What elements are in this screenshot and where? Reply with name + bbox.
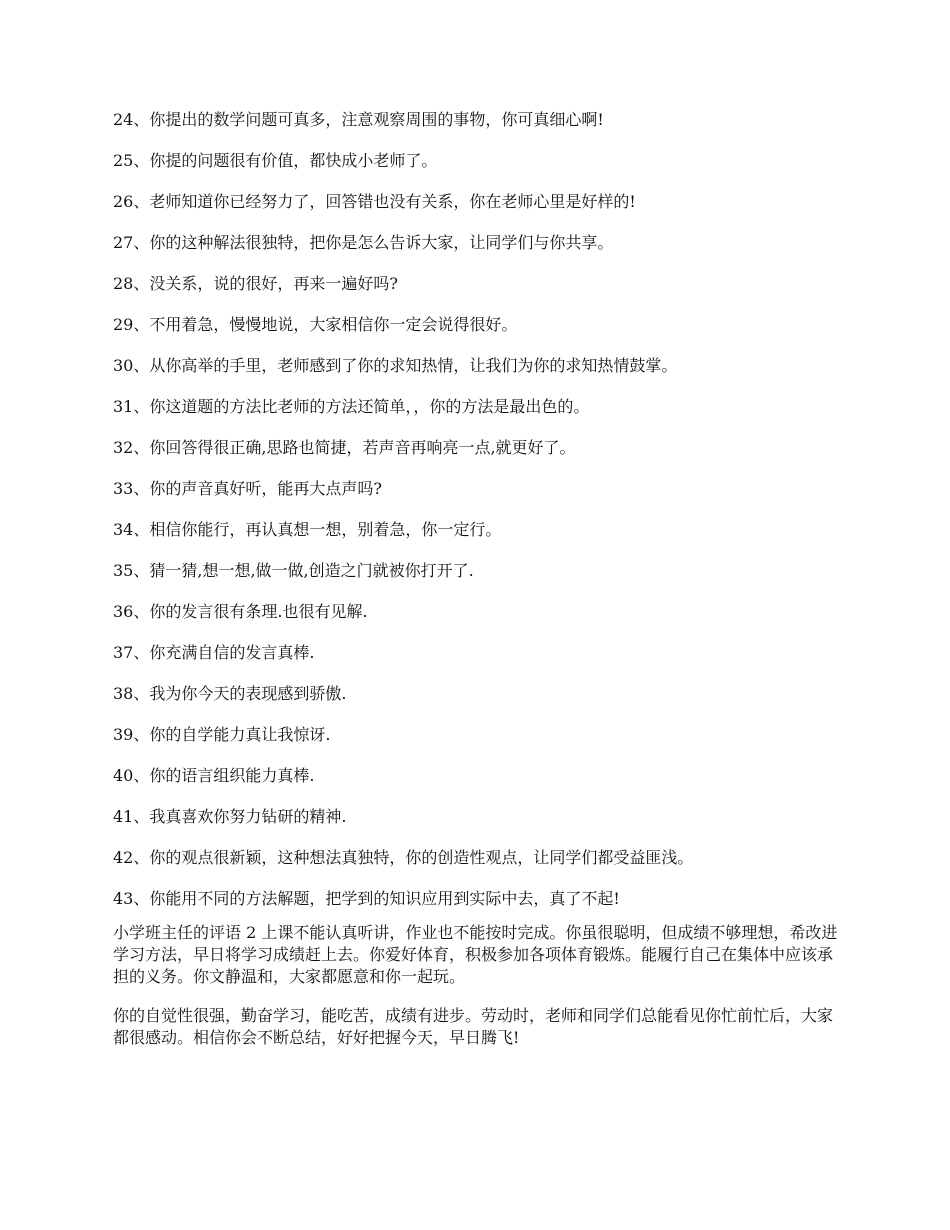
list-item: 37、你充满自信的发言真棒. <box>113 643 315 662</box>
list-item: 33、你的声音真好听，能再大点声吗? <box>113 479 382 498</box>
list-item: 28、没关系，说的很好，再来一遍好吗? <box>113 274 398 293</box>
list-item: 32、你回答得很正确,思路也简捷，若声音再响亮一点,就更好了。 <box>113 438 576 457</box>
list-item: 31、你这道题的方法比老师的方法还简单，，你的方法是最出色的。 <box>113 397 590 416</box>
list-item: 25、你提的问题很有价值，都快成小老师了。 <box>113 151 438 170</box>
list-item: 36、你的发言很有条理.也很有见解. <box>113 602 368 621</box>
list-item: 38、我为你今天的表现感到骄傲. <box>113 684 347 703</box>
comment-paragraph: 你的自觉性很强，勤奋学习，能吃苦，成绩有进步。劳动时，老师和同学们总能看见你忙前忙后，大家都很感动。相信你会不断总结，好好把握今天，早日腾飞! <box>113 1006 834 1047</box>
list-item: 42、你的观点很新颖，这种想法真独特，你的创造性观点，让同学们都受益匪浅。 <box>113 848 694 867</box>
list-item: 35、猜一猜,想一想,做一做,创造之门就被你打开了. <box>113 561 474 580</box>
list-item: 39、你的自学能力真让我惊讶. <box>113 725 331 744</box>
list-item: 43、你能用不同的方法解题，把学到的知识应用到实际中去，真了不起! <box>113 889 620 908</box>
list-item: 26、老师知道你已经努力了，回答错也没有关系，你在老师心里是好样的! <box>113 192 636 211</box>
list-item: 40、你的语言组织能力真棒. <box>113 766 315 785</box>
list-item: 24、你提出的数学问题可真多，注意观察周围的事物，你可真细心啊! <box>113 110 604 129</box>
list-item: 29、不用着急，慢慢地说，大家相信你一定会说得很好。 <box>113 315 518 334</box>
document-page <box>113 108 843 1066</box>
list-item: 27、你的这种解法很独特，把你是怎么告诉大家，让同学们与你共享。 <box>113 233 614 252</box>
list-item: 41、我真喜欢你努力钻研的精神. <box>113 807 347 826</box>
list-item: 30、从你高举的手里，老师感到了你的求知热情，让我们为你的求知热情鼓掌。 <box>113 356 678 375</box>
comment-paragraph: 小学班主任的评语 2 上课不能认真听讲，作业也不能按时完成。你虽很聪明，但成绩不够理想，希改进学习方法，早日将学习成绩赶上去。你爱好体育，积极参加各项体育锻炼。能履行自己在集体中应该承担的义务。你文静温和，大家都愿意和你一起玩。 <box>113 923 838 986</box>
list-item: 34、相信你能行，再认真想一想，别着急，你一定行。 <box>113 520 502 539</box>
